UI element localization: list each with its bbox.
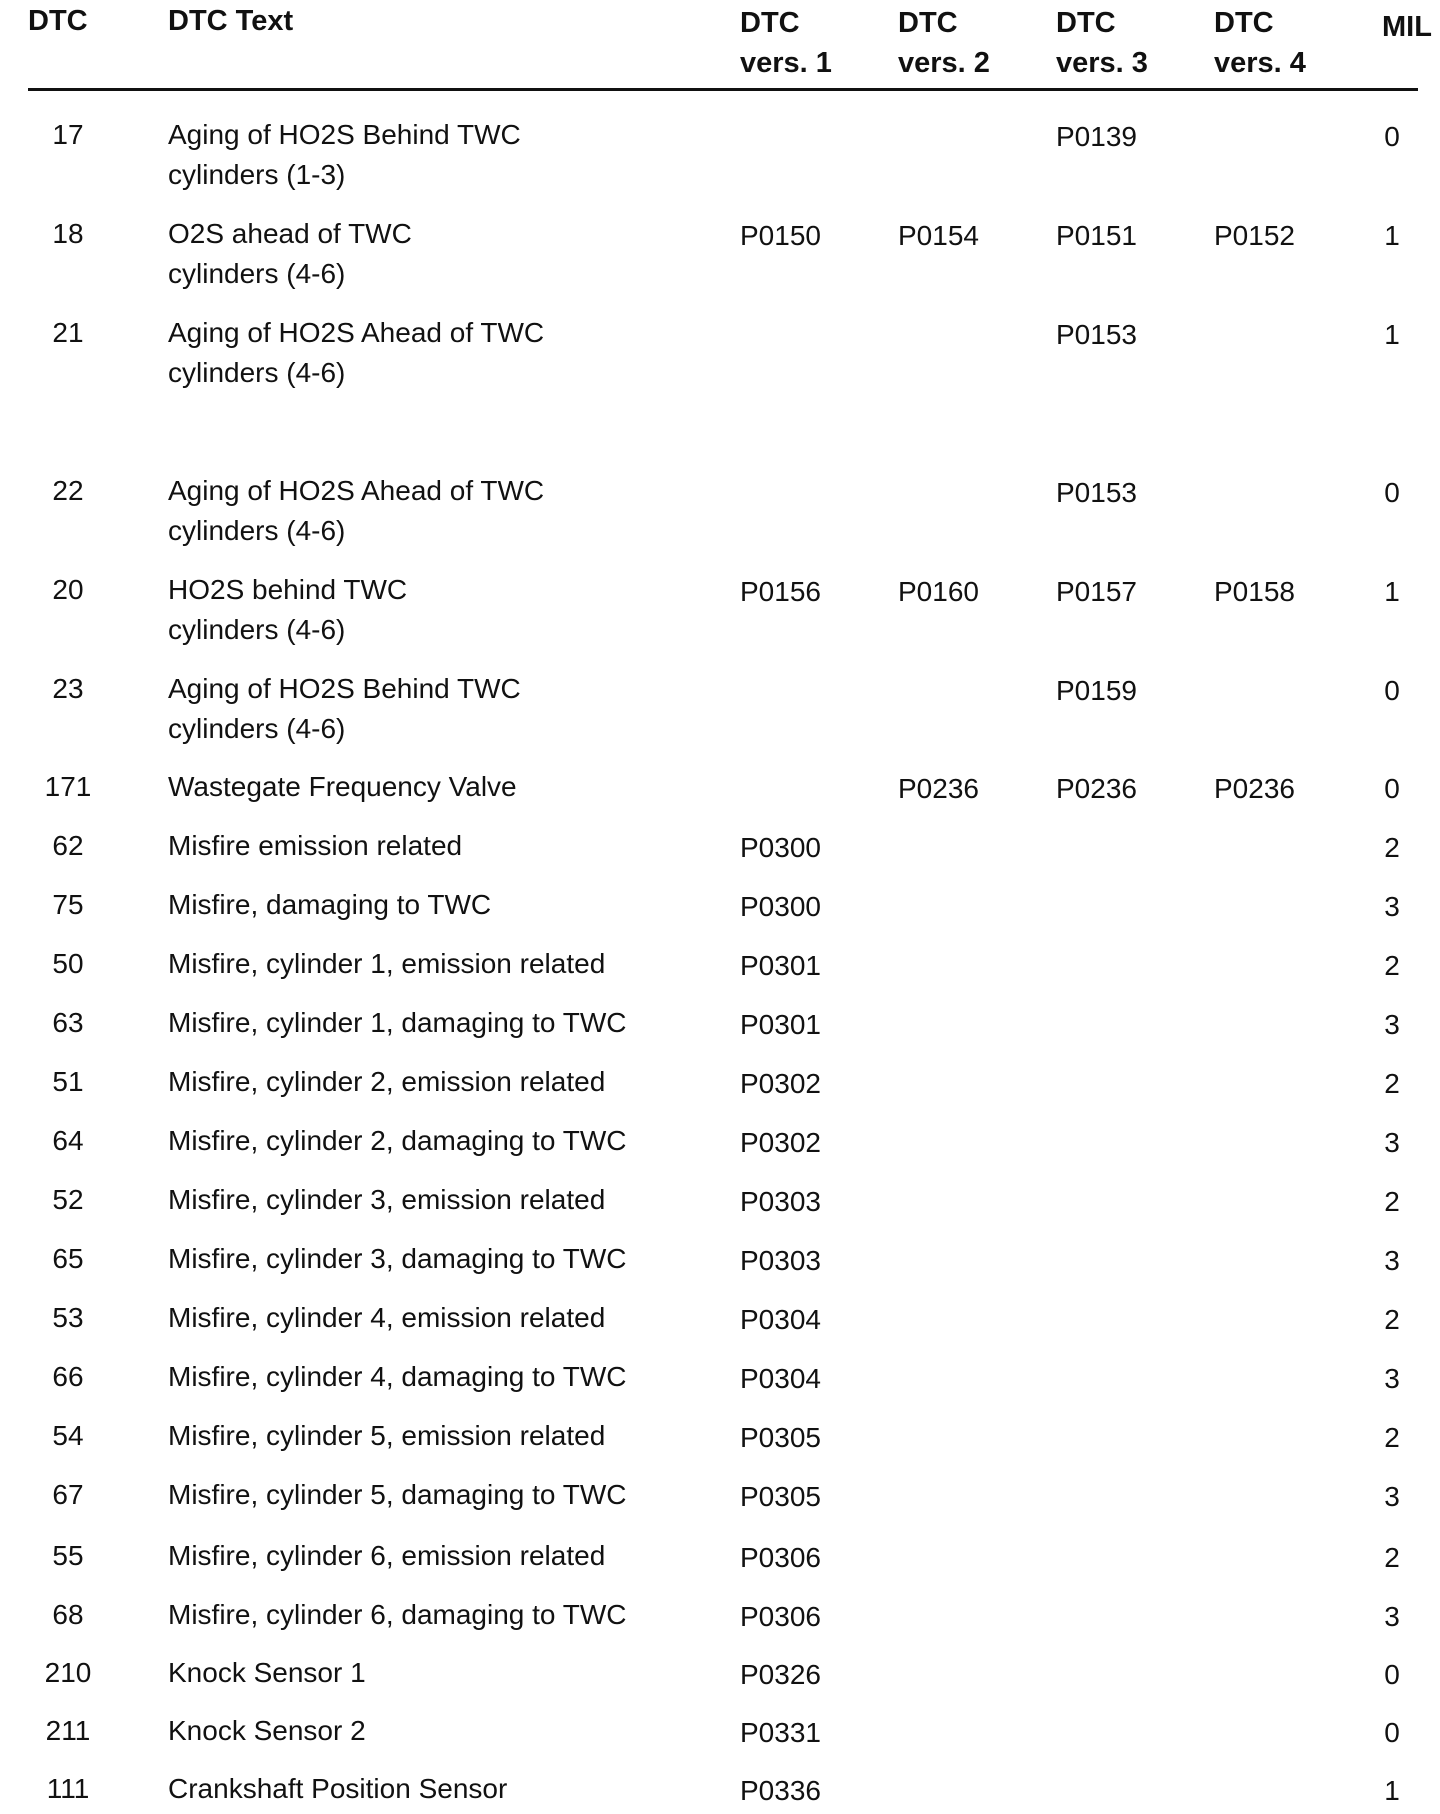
cell-mil: 3 xyxy=(1384,891,1400,922)
cell-v1: P0150 xyxy=(740,220,821,251)
header-v4-line1: DTC xyxy=(1214,7,1274,39)
cell-dtc: 53 xyxy=(52,1302,84,1333)
cell-dtc-text: Aging of HO2S Behind TWC xyxy=(168,119,521,150)
cell-dtc: 51 xyxy=(52,1066,84,1097)
header-dtc: DTC xyxy=(28,5,88,37)
cell-dtc: 50 xyxy=(52,948,84,979)
cell-dtc: 67 xyxy=(52,1479,84,1510)
cell-mil: 0 xyxy=(1384,121,1400,152)
header-v4-line2: vers. 4 xyxy=(1214,47,1306,79)
cell-dtc-text: cylinders (4-6) xyxy=(168,614,346,645)
cell-dtc-text: Misfire, cylinder 2, damaging to TWC xyxy=(168,1125,627,1156)
cell-v1: P0302 xyxy=(740,1127,821,1158)
cell-mil: 3 xyxy=(1384,1601,1400,1632)
cell-dtc: 211 xyxy=(45,1715,91,1746)
cell-dtc-text: Wastegate Frequency Valve xyxy=(168,771,517,802)
cell-dtc: 18 xyxy=(52,218,84,249)
header-divider xyxy=(28,88,1418,91)
cell-dtc: 210 xyxy=(44,1657,92,1688)
cell-v3: P0139 xyxy=(1056,121,1137,152)
cell-dtc-text: cylinders (1-3) xyxy=(168,159,346,190)
cell-v3: P0153 xyxy=(1056,477,1137,508)
cell-mil: 0 xyxy=(1384,1659,1400,1690)
header-v2-line2: vers. 2 xyxy=(898,47,990,79)
cell-mil: 0 xyxy=(1384,1717,1400,1748)
cell-dtc-text: cylinders (4-6) xyxy=(168,713,346,744)
cell-dtc: 52 xyxy=(52,1184,84,1215)
cell-dtc-text: Misfire, cylinder 3, damaging to TWC xyxy=(168,1243,627,1274)
cell-dtc-text: Aging of HO2S Behind TWC xyxy=(168,673,521,704)
cell-v2: P0154 xyxy=(898,220,979,251)
cell-dtc: 62 xyxy=(52,830,84,861)
cell-mil: 0 xyxy=(1384,773,1400,804)
cell-mil: 0 xyxy=(1384,675,1400,706)
cell-v1: P0305 xyxy=(740,1422,821,1453)
cell-dtc-text: Misfire, cylinder 3, emission related xyxy=(168,1184,606,1215)
cell-dtc-text: Knock Sensor 2 xyxy=(168,1715,366,1746)
cell-dtc: 22 xyxy=(52,475,84,506)
cell-dtc-text: Misfire, cylinder 6, emission related xyxy=(168,1540,606,1571)
cell-mil: 3 xyxy=(1384,1245,1400,1276)
header-v2-line1: DTC xyxy=(898,7,958,39)
cell-dtc-text: Misfire emission related xyxy=(168,830,463,861)
header-v3-line1: DTC xyxy=(1056,7,1116,39)
cell-dtc: 171 xyxy=(44,771,92,802)
cell-v1: P0301 xyxy=(740,1009,821,1040)
cell-v1: P0326 xyxy=(740,1659,821,1690)
cell-mil: 3 xyxy=(1384,1009,1400,1040)
header-v1-line1: DTC xyxy=(740,7,800,39)
cell-dtc-text: Aging of HO2S Ahead of TWC xyxy=(168,475,545,506)
cell-v1: P0305 xyxy=(740,1481,821,1512)
cell-dtc-text: Crankshaft Position Sensor xyxy=(168,1773,508,1804)
cell-dtc-text: cylinders (4-6) xyxy=(168,515,346,546)
cell-v1: P0300 xyxy=(740,832,821,863)
cell-mil: 2 xyxy=(1384,1186,1400,1217)
cell-dtc: 20 xyxy=(52,574,84,605)
header-mil: MIL xyxy=(1382,11,1432,43)
cell-mil: 1 xyxy=(1384,1775,1400,1806)
cell-mil: 3 xyxy=(1384,1363,1400,1394)
cell-dtc: 63 xyxy=(52,1007,84,1038)
cell-v1: P0303 xyxy=(740,1245,821,1276)
cell-v3: P0153 xyxy=(1056,319,1137,350)
cell-dtc-text: Misfire, cylinder 5, emission related xyxy=(168,1420,606,1451)
cell-mil: 3 xyxy=(1384,1481,1400,1512)
cell-dtc-text: Misfire, cylinder 4, emission related xyxy=(168,1302,606,1333)
cell-v3: P0151 xyxy=(1056,220,1137,251)
cell-v2: P0160 xyxy=(898,576,979,607)
cell-v1: P0306 xyxy=(740,1542,821,1573)
cell-mil: 1 xyxy=(1384,220,1400,251)
cell-dtc-text: cylinders (4-6) xyxy=(168,357,346,388)
cell-v1: P0304 xyxy=(740,1304,821,1335)
cell-mil: 2 xyxy=(1384,1422,1400,1453)
cell-dtc: 68 xyxy=(52,1599,84,1630)
cell-dtc-text: Misfire, cylinder 5, damaging to TWC xyxy=(168,1479,627,1510)
cell-v1: P0302 xyxy=(740,1068,821,1099)
cell-dtc: 75 xyxy=(52,889,84,920)
cell-dtc: 21 xyxy=(52,317,84,348)
cell-dtc-text: Misfire, cylinder 2, emission related xyxy=(168,1066,606,1097)
cell-mil: 0 xyxy=(1384,477,1400,508)
cell-dtc-text: HO2S behind TWC xyxy=(168,574,408,605)
cell-dtc: 111 xyxy=(46,1773,90,1804)
cell-v3: P0159 xyxy=(1056,675,1137,706)
cell-dtc-text: Aging of HO2S Ahead of TWC xyxy=(168,317,545,348)
cell-mil: 1 xyxy=(1384,576,1400,607)
cell-v1: P0331 xyxy=(740,1717,821,1748)
header-v3-line2: vers. 3 xyxy=(1056,47,1148,79)
cell-v2: P0236 xyxy=(898,773,979,804)
cell-dtc-text: Misfire, damaging to TWC xyxy=(168,889,492,920)
cell-v3: P0157 xyxy=(1056,576,1137,607)
header-v1-line2: vers. 1 xyxy=(740,47,832,79)
cell-v1: P0336 xyxy=(740,1775,821,1806)
cell-v4: P0158 xyxy=(1214,576,1295,607)
cell-dtc-text: Misfire, cylinder 1, damaging to TWC xyxy=(168,1007,627,1038)
cell-v3: P0236 xyxy=(1056,773,1137,804)
cell-mil: 2 xyxy=(1384,1068,1400,1099)
cell-v4: P0236 xyxy=(1214,773,1295,804)
cell-dtc: 55 xyxy=(52,1540,84,1571)
header-dtc-text: DTC Text xyxy=(168,5,294,37)
cell-v1: P0300 xyxy=(740,891,821,922)
cell-dtc: 65 xyxy=(52,1243,84,1274)
cell-dtc-text: Misfire, cylinder 1, emission related xyxy=(168,948,606,979)
cell-mil: 2 xyxy=(1384,832,1400,863)
cell-dtc: 23 xyxy=(52,673,84,704)
cell-v1: P0156 xyxy=(740,576,821,607)
cell-mil: 2 xyxy=(1384,950,1400,981)
cell-dtc-text: O2S ahead of TWC xyxy=(168,218,412,249)
cell-dtc: 17 xyxy=(52,119,84,150)
cell-dtc: 54 xyxy=(52,1420,84,1451)
cell-v1: P0303 xyxy=(740,1186,821,1217)
cell-dtc-text: Misfire, cylinder 6, damaging to TWC xyxy=(168,1599,627,1630)
cell-dtc: 64 xyxy=(52,1125,84,1156)
cell-mil: 1 xyxy=(1384,319,1400,350)
cell-v1: P0306 xyxy=(740,1601,821,1632)
cell-mil: 2 xyxy=(1384,1542,1400,1573)
cell-mil: 2 xyxy=(1384,1304,1400,1335)
cell-v1: P0304 xyxy=(740,1363,821,1394)
cell-dtc-text: Misfire, cylinder 4, damaging to TWC xyxy=(168,1361,627,1392)
cell-dtc-text: cylinders (4-6) xyxy=(168,258,346,289)
cell-dtc: 66 xyxy=(52,1361,84,1392)
cell-v1: P0301 xyxy=(740,950,821,981)
cell-mil: 3 xyxy=(1384,1127,1400,1158)
cell-dtc-text: Knock Sensor 1 xyxy=(168,1657,366,1688)
cell-v4: P0152 xyxy=(1214,220,1295,251)
